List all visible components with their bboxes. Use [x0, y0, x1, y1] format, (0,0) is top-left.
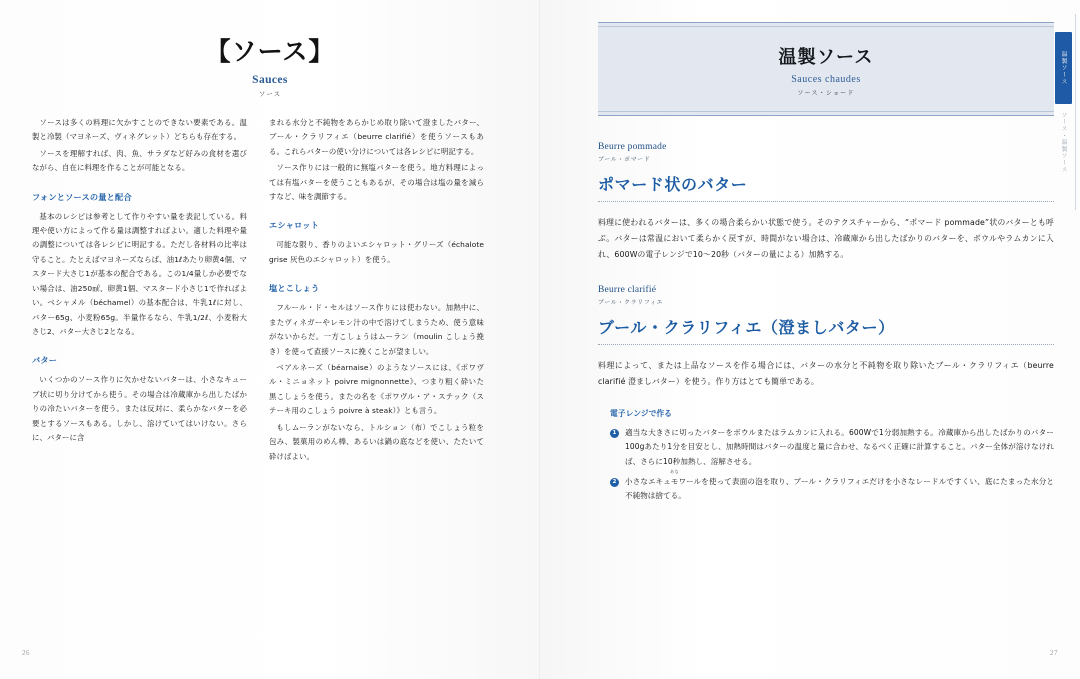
page-title-jp: 【ソース】 [205, 37, 335, 66]
paragraph: 基本のレシピは参考として作りやすい量を表記している。料理や使い方によって作る量は調整すればよい。適した料理や量の調整については各レシピに明記する。ただし各材料の比率は守ること。たとえばマヨネーズならば、油1ℓあたり卵黄4個、マスタード大さじ1が基本の配合である。この1/4量しか必要でない場合は、油250㎖、卵黄1個、マスタード小さじ1で作ればよい。ベシャメル（béchamel）の基本配合は、牛乳1ℓに対し、バター65g、小麦粉65g。半量作るなら、牛乳1/2ℓ、小麦粉大さじ2、バター大さじ2となる。 [32, 211, 247, 336]
section-tab-sauces-chaudes[interactable] [1055, 32, 1072, 104]
chapter-title-jp: 温製ソース [778, 47, 874, 68]
section-heading-fond-sauce: フォンとソースの量と配合 [32, 191, 132, 202]
chapter-header-box [598, 22, 1054, 116]
dotted-rule [598, 344, 1054, 345]
steps-list [598, 426, 1054, 504]
paragraph: いくつかのソース作りに欠かせないバターは、小さなキューブ状に切り分けてから使う。その場合は冷蔵庫から出したばかりの冷たいバターを使う。または反対に、柔らかなバターを必要とするソースもある。しかし、溶けていてはいけない。さらに、バターに含 [32, 375, 247, 443]
chapter-header-inner [598, 26, 1054, 112]
page-number-left: 26 [22, 649, 30, 657]
ruby-reading: あな [670, 468, 680, 474]
recipe-paragraph: 料理に使われるバターは、多くの場合柔らかい状態で使う。そのテクスチャーから、“ポマード pommade”状のバターとも呼ぶ。バターは常温において柔らかく戻すが、時間がない場合は、冷蔵庫から出したばかりのバターを、ボウルやラムカンに入れ、600Wの電子レンジで10〜20秒（バターの量による）加熱する。 [598, 218, 1054, 259]
step-number-badge: 2 [610, 478, 619, 487]
dotted-rule [598, 201, 1054, 202]
left-column-1 [32, 116, 247, 466]
tab-divider-rule [1075, 14, 1076, 210]
recipe-beurre-pommade [598, 142, 1054, 263]
page-number-right: 27 [1050, 649, 1058, 657]
section-heading-salt-pepper: 塩とこしょう [269, 283, 320, 294]
page-title-fr: Sauces [252, 73, 288, 86]
recipe-title-fr: Beurre pommade [598, 142, 667, 152]
recipe-title-kana: ブール・クラリフィエ [598, 299, 664, 306]
right-page [540, 0, 1080, 679]
step-item [610, 468, 1054, 504]
step-item [610, 426, 1054, 470]
paragraph: ソースは多くの料理に欠かすことのできない要素である。温製と冷製（マヨネーズ、ヴィネグレット）どちらも存在する。 [32, 117, 247, 142]
chapter-title-kana: ソース・ショード [797, 90, 855, 97]
paragraph: フルール・ド・セルはソース作りには使わない。加熱中に、またヴィネガーやレモン汁の中で溶けてしまうため、使う意味がないからだ。一方こしょうはムーラン（moulin こしょう挽き）を使って直接ソースに挽くことが望ましい。 [269, 303, 484, 356]
section-heading-echalote: エシャロット [269, 220, 319, 231]
recipe-title-fr: Beurre clarifié [598, 284, 657, 295]
recipe-beurre-clarifie [598, 285, 1054, 504]
paragraph: まれる水分と不純物をあらかじめ取り除いて澄ましたバター、ブール・クラリフィエ（beurre clarifié）を使うソースもある。これらバターの使い分けについては各レシピに明記する。 [269, 117, 484, 156]
step-number-badge: 1 [610, 429, 619, 438]
chapter-title-fr: Sauces chaudes [791, 74, 861, 85]
page-title-kana: ソース [258, 89, 282, 98]
steps-heading-microwave: 電子レンジで作る [610, 408, 672, 418]
paragraph: ベアルネーズ（béarnaise）のようなソースには、《ポワヴル・ミニョネット poivre mignonnette》、つまり粗く砕いた黒こしょうを使う。またの名を《ポワヴル・ア・ステック（ステーキ用のこしょう poivre à steak）》とも言う。 [269, 363, 484, 416]
recipe-title-kana: ブール・ポマード [598, 157, 651, 163]
recipe-paragraph: 料理によって、または上品なソースを作る場合には、バターの水分と不純物を取り除いたブール・クラリフィエ（beurre clarifié 澄ましバター）を使う。作り方はとても簡単である。 [598, 360, 1054, 386]
recipe-title-jp: ポマード状のバター [598, 175, 748, 194]
paragraph: ソースを理解すれば、肉、魚、サラダなど好みの食材を選びながら、自在に料理を作ることが可能となる。 [32, 148, 247, 173]
running-section-label [1055, 112, 1072, 173]
section-tab-label: 温製ソース [1060, 51, 1066, 85]
left-page-columns [32, 116, 508, 466]
recipe-title-jp: ブール・クラリフィエ（澄ましバター） [598, 317, 895, 337]
paragraph: もしムーランがないなら、トルション（布）でこしょう粒を包み、製菓用のめん棒、あるいは鍋の底などを使い、たたいて砕けばよい。 [269, 422, 484, 461]
step-text-before: 小さな [625, 476, 649, 486]
section-heading-butter: バター [32, 355, 58, 366]
paragraph: ソース作りには一般的に無塩バターを使う。地方料理によっては有塩バターを使うこともあるが、その場合は塩の量を減らすなど、味を調節する。 [269, 163, 484, 201]
step-text-after: を使って表面の泡を取り、ブール・クラリフィエだけを小さなレードルですくい、底にたまった水分と不純物は捨てる。 [625, 476, 1054, 501]
step-text: 適当な大きさに切ったバターをボウルまたはラムカンに入れる。600Wで1分弱加熱する。冷蔵庫から出したばかりのバター100gあたり1分を目安とし、加熱時間はバターの温度と量に合わせ、なるべく正確に計算すること。バター全体が溶けなければ、さらに10秒加熱し、溶解させる。 [625, 427, 1054, 467]
running-section-label-text: ソース・温製ソース [1060, 112, 1067, 174]
left-column-2 [269, 116, 484, 466]
page-title [32, 38, 508, 98]
ruby-annotation [648, 468, 702, 490]
paragraph: 可能な限り、香りのよいエシャロット・グリーズ（échalote grise 灰色のエシャロット）を使う。 [269, 240, 484, 264]
ruby-base: エキュモワール [648, 476, 702, 486]
